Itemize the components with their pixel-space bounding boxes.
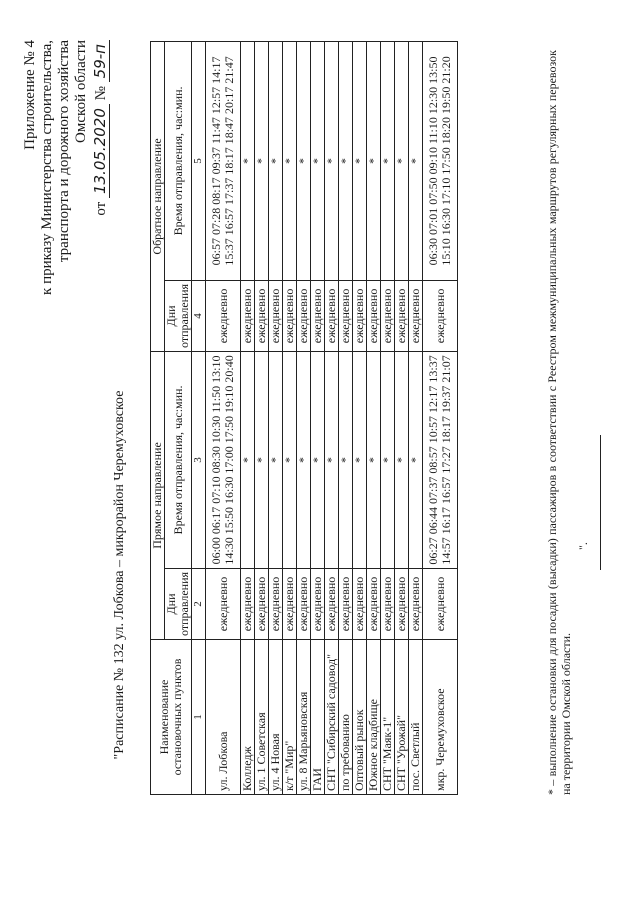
reverse-days-header: Дни отправления [165, 280, 192, 351]
forward-days-header: Дни отправления [165, 568, 192, 639]
forward-days: ежедневно [381, 568, 395, 639]
forward-times: * [283, 351, 297, 568]
reverse-times: * [381, 41, 395, 280]
signature-line [600, 435, 601, 570]
reverse-times: 06:57 07:28 08:17 09:37 11:47 12:57 14:17 15:37 16:57 17:37 18:17 18:47 20:17 21:47 [206, 41, 241, 280]
forward-days: ежедневно [325, 568, 339, 639]
forward-times: * [255, 351, 269, 568]
reverse-times: * [311, 41, 325, 280]
reverse-days: ежедневно [269, 280, 283, 351]
table-row [367, 41, 381, 794]
stops-column-header: Наименование остановочных пунктов [151, 640, 192, 795]
forward-times: 06:00 06:17 07:10 08:30 10:30 11:50 13:10 14:30 15:50 16:30 17:00 17:50 19:10 20:40 [206, 351, 241, 568]
region-name: Омской области [73, 40, 89, 143]
reverse-days: ежедневно [255, 280, 269, 351]
forward-times: * [381, 351, 395, 568]
table-row [409, 41, 423, 794]
closing-quote: ". [576, 542, 590, 550]
forward-times: * [269, 351, 283, 568]
forward-days: ежедневно [423, 568, 458, 639]
handwritten-number: 59-п [91, 40, 110, 82]
reverse-days: ежедневно [283, 280, 297, 351]
forward-times: * [353, 351, 367, 568]
forward-days: ежедневно [241, 568, 255, 639]
schedule-title: "Расписание № 132 ул. Лобкова – микрорайон Черемуховское [112, 390, 127, 760]
reverse-times: * [283, 41, 297, 280]
column-number: 3 [192, 351, 206, 568]
table-row [255, 41, 269, 794]
forward-days: ежедневно [395, 568, 409, 639]
forward-times: * [241, 351, 255, 568]
forward-time-header: Время отправления, час:мин. [165, 351, 192, 568]
reverse-days: ежедневно [241, 280, 255, 351]
column-number-row [192, 41, 206, 794]
appendix-number: Приложение № 4 [22, 40, 38, 150]
forward-direction-header: Прямое направление [151, 351, 165, 639]
reverse-days: ежедневно [409, 280, 423, 351]
forward-days: ежедневно [283, 568, 297, 639]
reverse-times: * [255, 41, 269, 280]
forward-days: ежедневно [206, 568, 241, 639]
forward-times: * [325, 351, 339, 568]
order-date-line [92, 40, 110, 470]
forward-times: 06:27 06:44 07:37 08:57 10:57 12:17 13:37 14:57 16:17 16:57 17:27 18:17 19:37 21:07 [423, 351, 458, 568]
forward-times: * [311, 351, 325, 568]
stop-name: ул. Лобкова [206, 640, 241, 795]
column-number: 4 [192, 280, 206, 351]
forward-days: ежедневно [353, 568, 367, 639]
reverse-times: * [353, 41, 367, 280]
table-row [283, 41, 297, 794]
stop-name: Южное кладбище [367, 640, 381, 795]
handwritten-date: 13.05.2020 [91, 104, 110, 198]
number-label: № [93, 86, 109, 101]
forward-days: ежедневно [409, 568, 423, 639]
table-row [395, 41, 409, 794]
reverse-times: * [367, 41, 381, 280]
forward-days: ежедневно [255, 568, 269, 639]
stop-name: СНТ "Маяк-1" [381, 640, 395, 795]
forward-times: * [367, 351, 381, 568]
table-row [353, 41, 367, 794]
reverse-times: 06:30 07:01 07:50 09:10 11:10 12:30 13:50 15:10 16:30 17:10 17:50 18:20 19:50 21:20 [423, 41, 458, 280]
stop-name: мкр. Черемуховское [423, 640, 458, 795]
stop-name: СНТ "Сибирский садовод" [325, 640, 339, 795]
table-row [325, 41, 339, 794]
forward-days: ежедневно [339, 568, 353, 639]
table-row [381, 41, 395, 794]
reverse-direction-header: Обратное направление [151, 41, 165, 351]
forward-times: * [395, 351, 409, 568]
reverse-times: * [297, 41, 311, 280]
reverse-days: ежедневно [395, 280, 409, 351]
forward-days: ежедневно [367, 568, 381, 639]
reverse-days: ежедневно [339, 280, 353, 351]
order-reference: к приказу Министерства строительства, [39, 40, 55, 295]
reverse-time-header: Время отправления, час:мин. [165, 41, 192, 280]
reverse-times: * [395, 41, 409, 280]
stop-name: ул. 1 Советская [255, 640, 269, 795]
reverse-times: * [409, 41, 423, 280]
approval-header [22, 40, 110, 470]
forward-days: ежедневно [297, 568, 311, 639]
reverse-times: * [325, 41, 339, 280]
reverse-days: ежедневно [206, 280, 241, 351]
stop-name: по требованию [339, 640, 353, 795]
reverse-days: ежедневно [423, 280, 458, 351]
schedule-table [150, 41, 458, 795]
table-row [423, 41, 458, 794]
stop-name: к/т "Мир" [283, 640, 297, 795]
column-number: 5 [192, 41, 206, 280]
reverse-days: ежедневно [311, 280, 325, 351]
forward-times: * [297, 351, 311, 568]
forward-times: * [409, 351, 423, 568]
reverse-times: * [241, 41, 255, 280]
table-row [311, 41, 325, 794]
date-prefix: от [93, 201, 109, 216]
table-row [297, 41, 311, 794]
table-row [241, 41, 255, 794]
ministry-name: транспорта и дорожного хозяйства [56, 40, 72, 263]
forward-times: * [339, 351, 353, 568]
stop-name: ГАИ [311, 640, 325, 795]
reverse-days: ежедневно [381, 280, 395, 351]
stop-name: ул. 8 Марьяновская [297, 640, 311, 795]
stop-name: ул. 4 Новая [269, 640, 283, 795]
reverse-days: ежедневно [353, 280, 367, 351]
column-number: 2 [192, 568, 206, 639]
reverse-days: ежедневно [297, 280, 311, 351]
table-row [269, 41, 283, 794]
stop-name: Колледж [241, 640, 255, 795]
table-row [206, 41, 241, 794]
header-row-1 [151, 41, 165, 794]
forward-days: ежедневно [269, 568, 283, 639]
stop-name: СНТ "Урожай" [395, 640, 409, 795]
schedule-rows [206, 41, 458, 794]
reverse-days: ежедневно [367, 280, 381, 351]
stop-name: Оптовый рынок [353, 640, 367, 795]
stop-name: пос. Светлый [409, 640, 423, 795]
column-number: 1 [192, 640, 206, 795]
reverse-times: * [269, 41, 283, 280]
table-row [339, 41, 353, 794]
reverse-days: ежедневно [325, 280, 339, 351]
forward-days: ежедневно [311, 568, 325, 639]
reverse-times: * [339, 41, 353, 280]
footnote: * – выполнение остановки для посадки (высадки) пассажиров в соответствии с Реестром межмуниципальных маршрутов регулярных перевозок на территории Омской области. [545, 50, 573, 795]
